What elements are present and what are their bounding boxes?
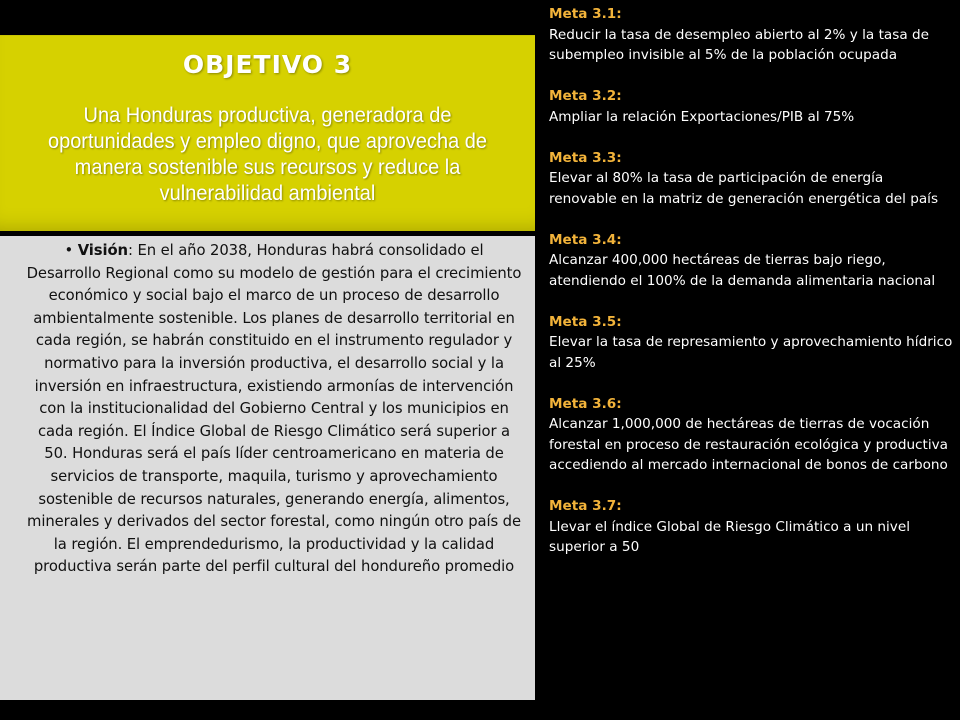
- vision-separator: :: [127, 242, 138, 259]
- meta-title: Meta 3.2:: [549, 88, 622, 104]
- objetivo-subtitle: Una Honduras productiva, generadora de oportunidades y empleo digno, que aprovecha de manera sostenible sus recursos y reduce la vulnerabilidad ambiental: [47, 103, 488, 205]
- meta-title: Meta 3.1:: [549, 6, 622, 22]
- meta-title: Meta 3.6:: [549, 395, 622, 412]
- vision-box: [0, 236, 535, 700]
- meta-title: Meta 3.4:: [549, 231, 622, 248]
- meta-description: Ampliar la relación Exportaciones/PIB al 75%: [549, 108, 855, 125]
- meta-item: [549, 312, 954, 374]
- meta-description: Reducir la tasa de desempleo abierto al 2% y la tasa de subempleo invisible al 5% de la población ocupada: [549, 26, 929, 63]
- vision-paragraph: [26, 240, 522, 579]
- meta-item: [549, 148, 954, 210]
- bullet-icon: •: [64, 242, 74, 259]
- meta-item: [549, 86, 954, 127]
- meta-description: Elevar la tasa de represamiento y aprovechamiento hídrico al 25%: [549, 334, 953, 371]
- meta-description: Alcanzar 400,000 hectáreas de tierras bajo riego, atendiendo el 100% de la demanda alimentaria nacional: [549, 252, 936, 289]
- meta-title: Meta 3.5:: [549, 313, 622, 330]
- vision-text: En el año 2038, Honduras habrá consolidado el Desarrollo Regional como su modelo de gestión para el crecimiento económico y social bajo el marco de un proceso de desarrollo ambientalmente sostenible. Los planes de desarrollo territorial en cada región, se habrán constituido en el instrumento regulador y normativo para la inversión productiva, el desarrollo social y la inversión en infraestructura, existiendo armonías de intervención con la institucionalidad del Gobierno Central y los municipios en cada región. El Índice Global de Riesgo Climático será superior a 50. Honduras será el país líder centroamericano en materia de servicios de transporte, maquila, turismo y aprovechamiento sostenible de recursos naturales, generando energía, alimentos, minerales y derivados del sector forestal, como ningún otro país de la región. El emprendedurismo, la productividad y la calidad productiva serán parte del perfil cultural del hondureño promedio: [26, 242, 522, 576]
- meta-item: [549, 4, 954, 66]
- meta-item: [549, 496, 954, 558]
- meta-description: Llevar el índice Global de Riesgo Climático a un nivel superior a 50: [549, 518, 910, 555]
- vision-label: Visión: [77, 242, 128, 259]
- meta-item: [549, 394, 954, 476]
- meta-item: [549, 230, 954, 292]
- meta-title: Meta 3.3:: [549, 149, 622, 166]
- metas-list: [549, 4, 954, 578]
- meta-description: Elevar al 80% la tasa de participación de energía renovable en la matriz de generación energética del país: [549, 170, 939, 207]
- meta-title: Meta 3.7:: [549, 498, 622, 514]
- meta-description: Alcanzar 1,000,000 de hectáreas de tierras de vocación forestal en proceso de restauración ecológica y productiva accediendo al mercado internacional de bonos de carbono: [549, 416, 949, 473]
- objetivo-box: [0, 35, 535, 231]
- objetivo-title: OBJETIVO 3: [182, 50, 353, 79]
